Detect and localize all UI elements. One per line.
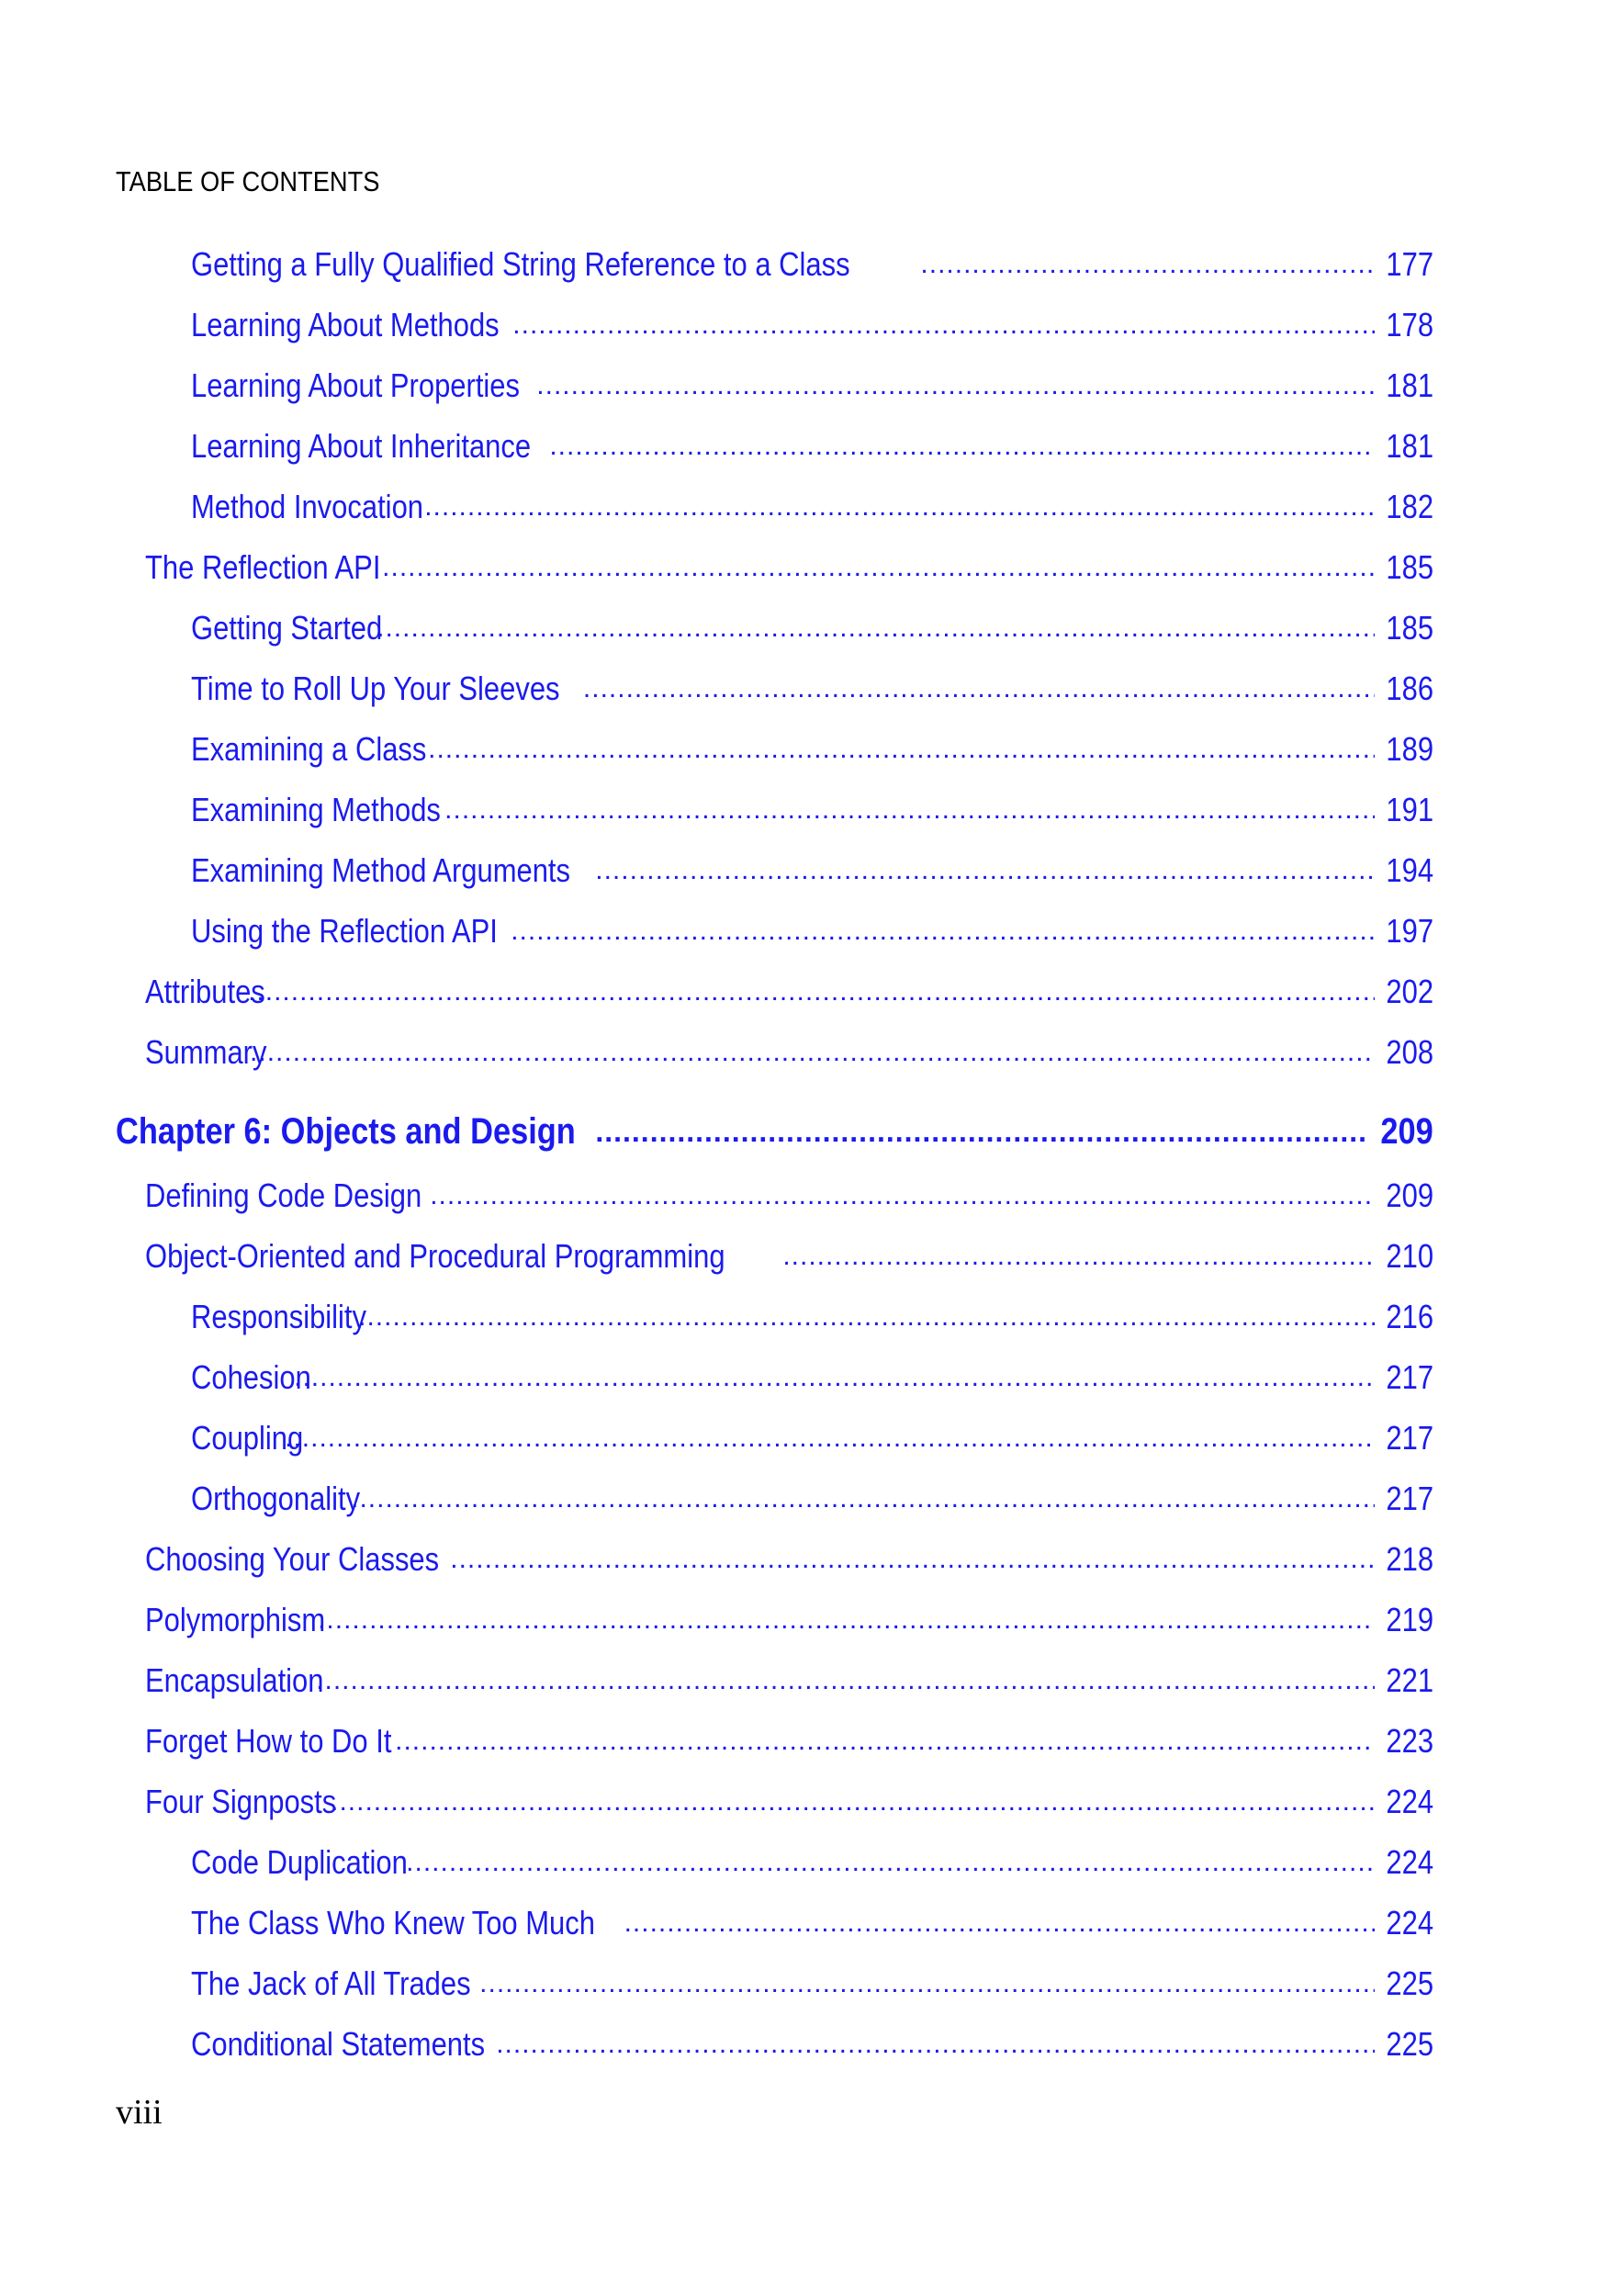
toc-entry-page: 224 [1386, 1843, 1433, 1881]
toc-entry[interactable] [191, 1899, 1433, 1943]
toc-entry[interactable] [191, 1960, 1433, 2004]
dot-leader [358, 1297, 1375, 1337]
dot-leader [512, 305, 1375, 345]
toc-entry-page: 221 [1386, 1661, 1433, 1699]
toc-entry-page: 219 [1386, 1601, 1433, 1638]
toc-entry-page: 186 [1386, 670, 1433, 707]
toc-entry[interactable] [191, 1839, 1433, 1883]
toc-entry-title: Chapter 6: Objects and Design [116, 1111, 576, 1152]
toc-entry[interactable] [191, 786, 1433, 830]
toc-entry[interactable] [145, 1029, 1433, 1073]
toc-entry-page: 194 [1386, 851, 1433, 889]
toc-entry-title: Object-Oriented and Procedural Programming [145, 1237, 725, 1275]
toc-entry-title: Getting Started [191, 609, 383, 647]
toc-entry-title: Method Invocation [191, 488, 424, 525]
toc-entry-title: Learning About Inheritance [191, 427, 532, 465]
toc-entry-title: Examining a Class [191, 730, 427, 768]
toc-entry[interactable] [145, 1536, 1433, 1580]
toc-entry-title: The Reflection API [145, 548, 381, 586]
toc-entry-page: 181 [1386, 427, 1433, 465]
toc-entry-page: 189 [1386, 730, 1433, 768]
toc-entry-title: The Class Who Knew Too Much [191, 1904, 595, 1941]
dot-leader [496, 2024, 1375, 2065]
toc-entry-page: 224 [1386, 1783, 1433, 1820]
toc-entry-title: Responsibility [191, 1298, 367, 1335]
toc-entry-page: 202 [1386, 973, 1433, 1010]
toc-entry[interactable] [145, 1717, 1433, 1761]
toc-entry-title: Using the Reflection API [191, 912, 498, 950]
toc-entry-title: Defining Code Design [145, 1176, 422, 1214]
toc-entry-page: 181 [1386, 366, 1433, 404]
dot-leader [583, 669, 1375, 709]
dot-leader [331, 1782, 1375, 1822]
toc-entry[interactable] [191, 1475, 1433, 1519]
toc-entry-page: 217 [1386, 1480, 1433, 1517]
dot-leader [624, 1903, 1375, 1943]
dot-leader [430, 1176, 1375, 1216]
toc-entry[interactable] [145, 1596, 1433, 1640]
toc-entry-page: 224 [1386, 1904, 1433, 1941]
dot-leader [920, 244, 1375, 285]
toc-entry[interactable] [191, 1354, 1433, 1398]
toc-entry[interactable] [145, 1778, 1433, 1822]
toc-entry-page: 178 [1386, 306, 1433, 343]
dot-leader [479, 1964, 1375, 2004]
toc-entry[interactable] [191, 847, 1433, 891]
toc-entry-title: Summary [145, 1033, 267, 1071]
dot-leader [351, 1479, 1375, 1519]
dot-leader [376, 608, 1375, 648]
toc-entry-page: 177 [1386, 245, 1433, 283]
toc-entry[interactable] [191, 604, 1433, 648]
toc-entry-page: 210 [1386, 1237, 1433, 1275]
dot-leader [316, 1660, 1375, 1701]
dot-leader [595, 850, 1375, 891]
toc-entry-page: 209 [1386, 1176, 1433, 1214]
dot-leader [382, 547, 1375, 588]
toc-entry-page: 218 [1386, 1540, 1433, 1578]
toc-entry-title: Forget How to Do It [145, 1722, 392, 1760]
toc-entry[interactable] [145, 1172, 1433, 1216]
toc-entry-title: Conditional Statements [191, 2025, 486, 2063]
toc-entry-page: 191 [1386, 791, 1433, 828]
toc-entry-page: 185 [1386, 609, 1433, 647]
toc-entry[interactable] [191, 362, 1433, 406]
toc-entry-title: Polymorphism [145, 1601, 326, 1638]
toc-entry-title: Learning About Properties [191, 366, 521, 404]
toc-entry-title: The Jack of All Trades [191, 1964, 471, 2002]
toc-entry[interactable] [191, 301, 1433, 345]
dot-leader [424, 487, 1375, 527]
toc-entry[interactable] [191, 483, 1433, 527]
toc-entry[interactable] [191, 1414, 1433, 1458]
toc-entry-page: 185 [1386, 548, 1433, 586]
dot-leader [450, 1539, 1375, 1580]
toc-entry[interactable] [145, 544, 1433, 588]
toc-entry-title: Attributes [145, 973, 265, 1010]
toc-entry[interactable] [191, 1293, 1433, 1337]
toc-entry-chapter[interactable] [116, 1104, 1433, 1152]
toc-entry-page: 225 [1386, 1964, 1433, 2002]
toc-entry-page: 182 [1386, 488, 1433, 525]
dot-leader [250, 1032, 1375, 1073]
dot-leader [782, 1236, 1375, 1277]
toc-entry[interactable] [145, 1657, 1433, 1701]
toc-entry[interactable] [145, 968, 1433, 1012]
toc-entry-title: Four Signposts [145, 1783, 337, 1820]
dot-leader [536, 366, 1375, 406]
dot-leader [318, 1600, 1375, 1640]
dot-leader [428, 729, 1375, 770]
toc-entry-title: Examining Method Arguments [191, 851, 571, 889]
page-number: viii [116, 2093, 163, 2132]
toc-entry-page: 209 [1380, 1111, 1433, 1152]
dot-leader [444, 790, 1375, 830]
toc-entry[interactable] [191, 907, 1433, 951]
dot-leader [406, 1842, 1375, 1883]
toc-entry-title: Learning About Methods [191, 306, 500, 343]
dot-leader [395, 1721, 1375, 1761]
toc-entry-page: 223 [1386, 1722, 1433, 1760]
toc-entry-title: Coupling [191, 1419, 304, 1457]
dot-leader [285, 1418, 1375, 1458]
dot-leader [511, 911, 1375, 951]
dot-leader [595, 1111, 1368, 1152]
toc-entry[interactable] [145, 1232, 1433, 1277]
toc-entry-title: Cohesion [191, 1358, 311, 1396]
toc-entry-page: 216 [1386, 1298, 1433, 1335]
toc-entry-page: 217 [1386, 1419, 1433, 1457]
toc-entry[interactable] [191, 422, 1433, 467]
toc-entry[interactable] [191, 241, 1433, 285]
dot-leader [549, 426, 1375, 467]
toc-entry-title: Orthogonality [191, 1480, 361, 1517]
toc-entry[interactable] [191, 726, 1433, 770]
dot-leader [294, 1357, 1375, 1398]
toc-entry-title: Choosing Your Classes [145, 1540, 440, 1578]
toc-entry[interactable] [191, 2020, 1433, 2065]
toc-entry-page: 225 [1386, 2025, 1433, 2063]
toc-entry-title: Code Duplication [191, 1843, 408, 1881]
toc-entry-title: Getting a Fully Qualified String Reference to a Class [191, 245, 850, 283]
toc-entry-title: Encapsulation [145, 1661, 324, 1699]
running-head: TABLE OF CONTENTS [116, 165, 380, 197]
dot-leader [248, 972, 1375, 1012]
toc-entry-title: Examining Methods [191, 791, 441, 828]
toc-entry-page: 217 [1386, 1358, 1433, 1396]
toc-entry-page: 208 [1386, 1033, 1433, 1071]
toc-entry-title: Time to Roll Up Your Sleeves [191, 670, 560, 707]
toc-entry-page: 197 [1386, 912, 1433, 950]
toc-entry[interactable] [191, 665, 1433, 709]
